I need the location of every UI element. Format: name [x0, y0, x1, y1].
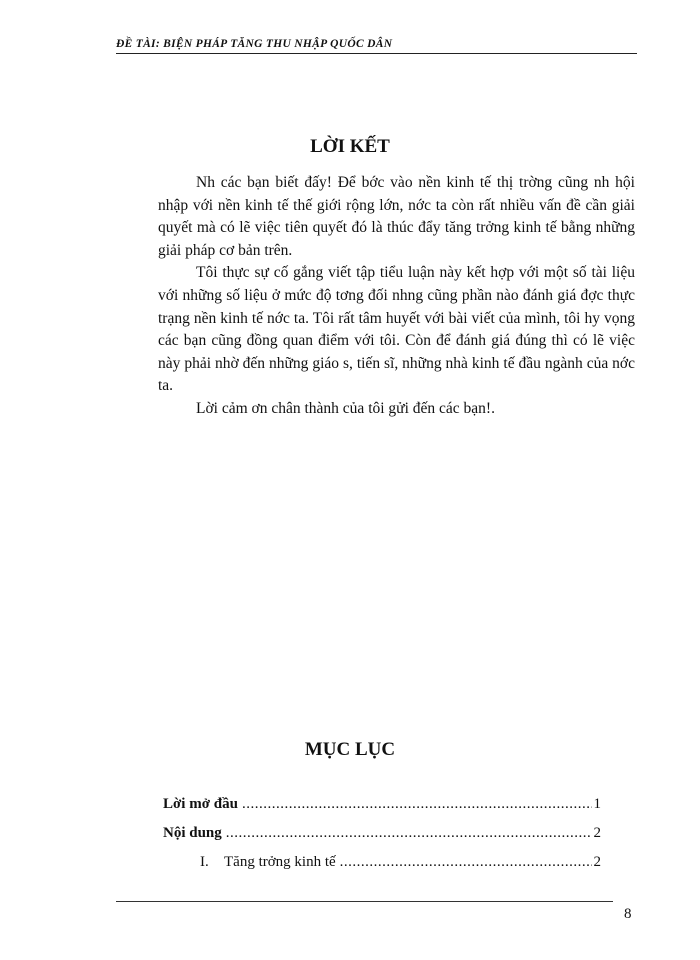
toc-entry-text: Tăng trởng kinh tế: [224, 854, 336, 870]
toc-leader-dots: [340, 854, 592, 871]
toc-title: MỤC LỤC: [304, 739, 396, 760]
toc-entry-page: 2: [593, 854, 601, 870]
toc-entry-page: 2: [593, 825, 601, 841]
footer-divider: [116, 901, 613, 902]
toc-entry-growth[interactable]: [163, 854, 601, 883]
document-header: ĐỀ TÀI: BIỆN PHÁP TĂNG THU NHẬP QUỐC DÂN: [116, 38, 393, 50]
table-of-contents: [163, 796, 601, 883]
conclusion-paragraph-1: Nh các bạn biết đấy! Để bớc vào nền kinh tế thị trờng cũng nh hội nhập với nền kinh tế thế giới rộng lớn, nớc ta còn rất nhiều vấn đề cần giải quyết mà có lẽ việc tiên quyết đó là thúc đẩy tăng trởng kinh tế bằng những giải pháp cơ bản trên.: [158, 174, 635, 259]
conclusion-paragraph-2: Tôi thực sự cố gắng viết tập tiểu luận này kết hợp với một số tài liệu với những số liệu ở mức độ tơng đối nhng cũng phần nào đánh giá đợc thực trạng nền kinh tế nớc ta. Tôi rất tâm huyết với bài viết của mình, tôi hy vọng các bạn cũng đồng quan điểm với tôi. Còn để đánh giá đúng thì có lẽ việc này phải nhờ đến những giáo s, tiến sĩ, những nhà kinh tế đầu ngành của nớc ta.: [158, 264, 635, 395]
toc-entry-page: 1: [593, 796, 601, 812]
toc-entry-label: Lời mở đầu: [163, 796, 238, 812]
toc-entry-label: [163, 854, 340, 871]
toc-leader-dots: [226, 825, 592, 842]
toc-entry-label: Nội dung: [163, 825, 222, 841]
toc-entry-content[interactable]: [163, 825, 601, 854]
conclusion-body: [158, 172, 635, 421]
conclusion-title: LỜI KẾT: [310, 136, 390, 157]
toc-entry-number: I.: [200, 854, 209, 870]
page-number: 8: [624, 906, 632, 922]
toc-entry-intro[interactable]: [163, 796, 601, 825]
toc-leader-dots: [242, 796, 592, 813]
header-divider: [116, 53, 637, 54]
conclusion-paragraph-3: Lời cảm ơn chân thành của tôi gửi đến các bạn!.: [196, 399, 495, 417]
